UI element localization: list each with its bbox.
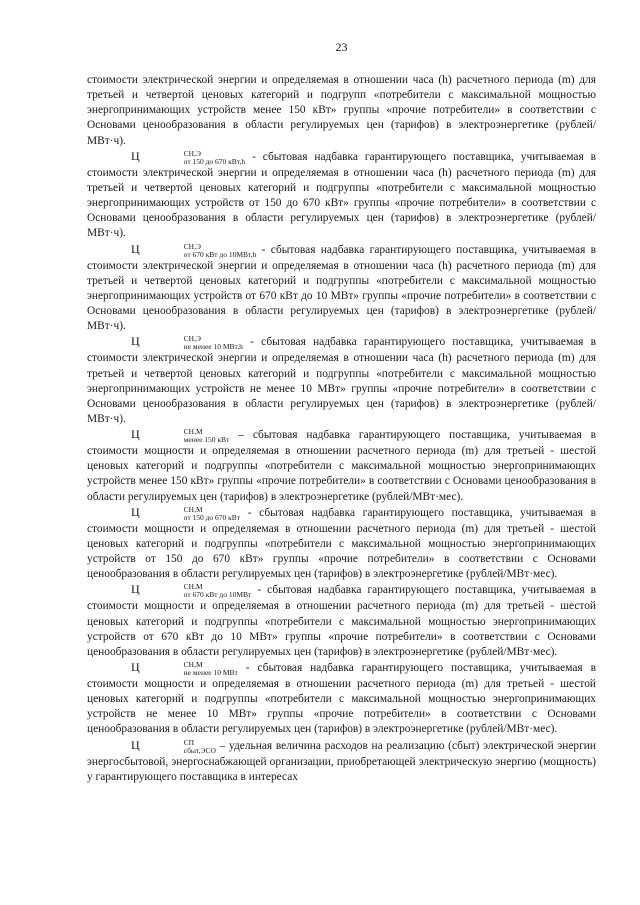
symbol-subscript: не менее 10 МВт [183,668,238,677]
symbol-indices [140,739,216,755]
symbol-indices [140,428,230,444]
definition-paragraph [87,582,596,660]
symbol-subscript: сбыт,ЭСО [183,745,216,755]
symbol-indices [140,506,240,522]
symbol-indices [140,150,245,166]
formula-symbol [131,241,257,259]
symbol-subscript: не менее 10 МВт,h [183,342,243,352]
symbol-superscript: СН,Э [183,241,201,251]
definition-text: – сбытовая надбавка гарантирующего поставщика, учитываемая в стоимости мощности и определяемая в отношении расчетного периода (m) для третьей - шестой ценовых категорий и подгруппы «потребители с максимальной мощностью энергопринимающих устройств менее 150 кВт» группы «прочие потребители» в соответствии с Основами ценообразования в области регулируемых цен (тарифов) в электроэнергетике (рублей/МВт·мес). [87,429,596,503]
symbol-base: Ц [131,427,140,442]
definition-text: – удельная величина расходов на реализацию (сбыт) электрической энергии энергосбытовой, энергоснабжающей организации, приобретающей электрическую энергию (мощность) у гарантирующего поставщика в интересах [87,739,596,783]
symbol-superscript: СН,М [183,504,203,514]
symbol-subscript: от 150 до 670 кВт [183,512,241,522]
definition-paragraph [87,505,596,583]
symbol-superscript: СН,Э [183,334,201,344]
symbol-base: Ц [131,334,140,349]
symbol-superscript: СН,М [183,427,203,437]
formula-symbol [131,334,243,352]
definition-text: - сбытовая надбавка гарантирующего поставщика, учитываемая в стоимости электрической энергии и определяемая в отношении часа (h) расчетного периода (m) для третьей и четвертой ценовых категорий и подгруппы «потребители с максимальной мощностью энергопринимающих устройств не менее 10 МВт» группы «прочие потребители» в соответствии с Основами ценообразования в области регулируемых цен (тарифов) в электроэнергетике (рублей/МВт·ч). [87,336,596,425]
symbol-subscript: от 670 кВт до 10МВт [183,590,252,600]
symbol-base: Ц [131,241,140,256]
definition-text: - сбытовая надбавка гарантирующего поставщика, учитываемая в стоимости электрической энергии и определяемая в отношении часа (h) расчетного периода (m) для третьей и четвертой ценовых категорий и подгруппы «потребители с максимальной мощностью энергопринимающих устройств от 150 до 670 кВт» группы «прочие потребители» в соответствии с Основами ценообразования в области регулируемых цен (тарифов) в электроэнергетике (рублей/МВт·ч). [87,150,596,240]
symbol-indices [140,661,238,677]
formula-symbol [131,737,216,755]
formula-symbol [131,427,230,445]
symbol-subscript: от 150 до 670 кВт,h [183,156,246,166]
symbol-indices [140,583,252,599]
definition-paragraph [87,149,596,242]
formula-symbol [131,148,246,166]
symbol-superscript: СН,Э [183,148,201,158]
definition-text: - сбытовая надбавка гарантирующего поставщика, учитываемая в стоимости мощности и определяемая в отношении расчетного периода (m) для третьей - шестой ценовых категорий и подгруппы «потребители с максимальной мощностью энергопринимающих устройств от 670 кВт до 10 МВт» группы «прочие потребители» в соответствии с Основами ценообразования в области регулируемых цен (тарифов) в электроэнергетике (рублей/МВт·мес). [87,584,596,658]
intro-paragraph: стоимости электрической энергии и определяемая в отношении часа (h) расчетного периода (m) для третьей и четвертой ценовых категорий и подгрупп «потребители с максимальной мощностью энергопринимающих устройств менее 150 кВт» группы «прочие потребители» в соответствии с Основами ценообразования в области регулируемых цен (тарифов) в электроэнергетике (рублей/МВт·ч). [87,74,596,147]
page-number: 23 [335,40,348,54]
symbol-subscript: менее 150 кВт [183,435,230,445]
definition-text: - сбытовая надбавка гарантирующего поставщика, учитываемая в стоимости мощности и определяемая в отношении расчетного периода (m) для третьей - шестой ценовых категорий и подгруппы «потребители с максимальной мощностью энергопринимающих устройств не менее 10 МВт» группы «прочие потребители» в соответствии с Основами ценообразования в области регулируемых цен (тарифов) в электроэнергетике (рублей/МВт·мес). [87,662,596,736]
formula-symbol [131,504,241,522]
symbol-base: Ц [131,737,140,752]
definition-paragraph [87,334,596,427]
symbol-superscript: СН,М [183,582,203,592]
symbol-base: Ц [131,148,140,163]
formula-symbol [131,660,238,677]
symbol-superscript: СН,М [183,660,203,669]
symbol-subscript: от 670 кВт до 10МВт,h [183,249,257,259]
symbol-base: Ц [131,504,140,519]
definition-text: - сбытовая надбавка гарантирующего поставщика, учитываемая в стоимости мощности и определяемая в отношении расчетного периода (m) для третьей - шестой ценовых категорий и подгруппы «потребители с максимальной мощностью энергопринимающих устройств от 150 до 670 кВт» группы «прочие потребители» в соответствии с Основами ценообразования в области регулируемых цен (тарифов) в электроэнергетике (рублей/МВт·мес). [87,506,596,581]
symbol-indices [140,243,257,259]
definition-paragraph [87,427,596,505]
definitions-list [87,149,596,785]
symbol-superscript: СП [183,737,195,747]
symbol-base: Ц [131,660,140,674]
definition-paragraph [87,242,596,335]
definition-text: - сбытовая надбавка гарантирующего поставщика, учитываемая в стоимости электрической энергии и определяемая в отношении часа (h) расчетного периода (m) для третьей и четвертой ценовых категорий и подгруппы «потребители с максимальной мощностью энергопринимающих устройств от 670 кВт до 10 МВт» группы «прочие потребители» в соответствии с Основами ценообразования в области регулируемых цен (тарифов) в электроэнергетике (рублей/МВт·ч). [87,243,596,333]
symbol-indices [140,335,243,351]
definition-paragraph [87,660,596,738]
definition-paragraph [87,738,596,785]
symbol-base: Ц [131,582,140,597]
formula-symbol [131,582,252,600]
